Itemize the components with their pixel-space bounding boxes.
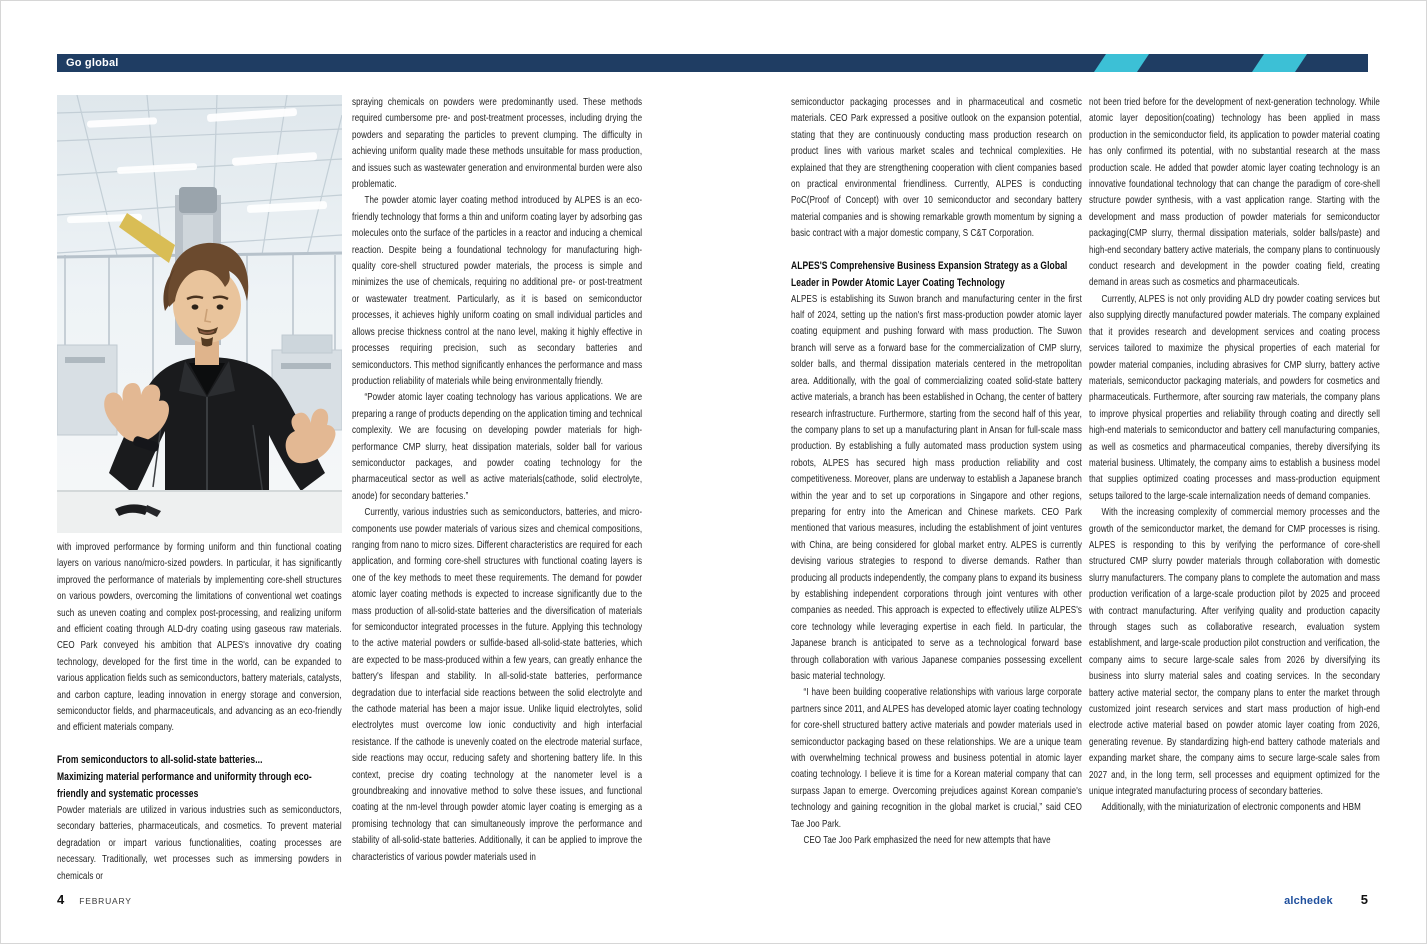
article-paragraph: spraying chemicals on powders were predominantly used. These methods required cumbersome pre- and post-treatment processes, including drying the powders and separating the particles to prevent clumping. The difficulty in achieving uniform quality made these methods unsuitable for mass production, and issues such as wastewater generation and environmental burden were also problematic. — [352, 97, 642, 191]
article-paragraph: with improved performance by forming uniform and thin functional coating layers on various nano/micro-sized powders. In particular, it has significantly improved the performance of materials by implementing core-shell structures on various powders, overcoming the limitations of conventional wet coatings such as uneven coating and complex post-processing, and realizing uniform and efficient coating through ALD-dry coating using gaseous raw materials. CEO Park conveyed his ambition that ALPES's innovative dry coating technology, developed for the first time in the world, can be expanded to various application fields such as semiconductors, battery materials, catalysts, and carbon capture, leading innovation in energy storage and conversion, semiconductor fields, and pharmaceuticals, and advancing as an eco-friendly and efficient materials company. — [57, 542, 342, 734]
article-paragraph: With the increasing complexity of commercial memory processes and the growth of the semiconductor market, the demand for CMP processes is rising. ALPES is responding to this by verifying the performance of core-shell structured CMP slurry powder materials through collaboration with domestic slurry manufacturers. The company plans to complete the automation and mass production verification of a large-scale production pilot by 2025 and proceed with contract manufacturing. After verifying quality and production capacity through stages such as collaborative research, evaluation system establishment, and large-scale production pilot construction and verification, the company aims to secure large-scale sales from 2026 by diversifying its business into slurry material sales and coating services. In the secondary battery active material sector, the company plans to enter the market through customized joint research services and start mass production of high-end electrode active material based on powder atomic layer coating from 2026, generating revenue. By standardizing high-end battery cathode materials and expanding market share, the company aims to secure large-scale sales from 2027 and, in the long term, sell processes and equipment optimized for the unique integrated manufacturing process of secondary batteries. — [1089, 507, 1380, 798]
article-paragraph: CEO Tae Joo Park emphasized the need for new attempts that have — [803, 835, 1051, 847]
article-paragraph: semiconductor packaging processes and in pharmaceutical and cosmetic materials. CEO Park expressed a positive outlook on the expansion potential, stating that they are continuously conducting mass production research on product lines with various market scales and technical complexities. He explained that they are strengthening cooperation with client companies based on practical environmental friendliness. Currently, ALPES is conducting PoC(Proof of Concept) with over 10 semiconductor and secondary battery material companies and is showing remarkable growth momentum by signing a basic contract with a major domestic company, S C&T Corporation. — [791, 97, 1082, 240]
page-number-right: 5 — [1360, 892, 1368, 907]
article-column-3 — [791, 95, 1082, 888]
ceo-photo-illustration — [57, 95, 342, 533]
issue-month-label: FEBRUARY — [79, 896, 132, 906]
section-header-bar — [57, 54, 1368, 72]
article-paragraph: “Powder atomic layer coating technology has various applications. We are preparing a range of products depending on the application timing and technical complexity. We are focusing on developing powder materials for high-performance CMP slurry, heat dissipation materials, solder ball for various semiconductor packages, and powder coating technology for the pharmaceutical sector as well as active materials(cathode, solid electrolyte, anode) for secondary batteries.” — [352, 392, 642, 502]
table-surface — [57, 491, 342, 533]
article-paragraph: Powder materials are utilized in various industries such as semiconductors, secondary batteries, pharmaceuticals, and cosmetics. To prevent material degradation or impart various functionalities, coating processes are necessary. Traditionally, wet processes such as immersing powders in chemicals or — [57, 804, 342, 882]
page-number-left: 4 — [57, 892, 65, 907]
article-column-4 — [1089, 95, 1380, 888]
article-paragraph: Currently, various industries such as semiconductors, batteries, and micro-components use powder materials of various sizes and chemical compositions, ranging from nano to micro sizes. Different characteristics are required for each application, and forming core-shell structures with functional coating layers is one of the key methods to meet these requirements. The demand for powder atomic layer coating methods is expected to increase significantly due to the mass production of all-solid-state batteries and the diversification of materials for semiconductor integrated processes in the future. Applying this technology to the active material powders or sulfide-based all-solid-state batteries, which are expected to be mass-produced within a few years, can greatly enhance the battery's lifespan and stability. In all-solid-state batteries, performance degradation due to interfacial side reactions between the solid electrolyte and the cathode material has been a major issue. Unlike liquid electrolytes, solid electrolytes must overcome low ionic conductivity and high interfacial resistance. If the cathode is unevenly coated on the electrode material surface, side reactions may occur, reducing safety and shortening battery life. In this context, precise dry coating technology at the nanometer level is a groundbreaking and innovative method to solve these issues, and functional coating at the nm-level through powder atomic layer coating is emerging as a promising technology that can simultaneously improve the performance and stability of all-solid-state batteries. Additionally, it can be applied to improve the characteristics of various powder materials used in — [352, 507, 642, 863]
ceo-photo — [57, 95, 342, 533]
article-paragraph: not been tried before for the development of next-generation technology. While atomic layer deposition(coating) technology has been applied in mass production in the semiconductor field, its application to powder material coating has only confirmed its potential, with no substantial research at the mass production scale. He added that powder atomic layer coating technology is an innovative foundational technology that can change the paradigm of core-shell structure powder synthesis, with a vast application range. Starting with the development and mass production of powder materials for semiconductor packaging(CMP slurry, thermal dissipation materials, solder balls/paste) and high-end secondary battery active materials, the company plans to continuously conduct research and development in the powder coating field, creating demand in areas such as cosmetics and pharmaceuticals. — [1089, 97, 1380, 289]
article-column-2 — [352, 95, 642, 888]
article-heading: From semiconductors to all-solid-state batteries... — [57, 753, 263, 766]
article-paragraph: ALPES is establishing its Suwon branch and manufacturing center in the first half of 2024, setting up the nation's first mass-production powder atomic layer coating equipment and pushing forward with mass production. The Suwon branch will serve as a forward base for the commercialization of CMP slurry, solder balls, and thermal dissipation materials centered in the metropolitan area. Additionally, with the goal of commercializing coated solid-state battery active materials, a branch has been established in Ochang, the center of battery research infrastructure. Furthermore, starting from the second half of this year, the company plans to set up a manufacturing plant in Ansan for full-scale mass production. By establishing a fully automated mass production system using robots, ALPES has secured high mass production reliability and cost competitiveness. Moreover, plans are underway to establish a Japanese branch within the year and to set up corporations in Singapore and other regions, preparing for entry into the American and Chinese markets. CEO Park mentioned that various measures, including the establishment of joint ventures with China, are being considered for global market entry. ALPES is currently devising various strategies to respond to diverse demands. Rather than producing all products independently, the company plans to expand its business by establishing independent corporations through joint ventures with other companies as needed. This approach is expected to effectively utilize ALPES's core technology while leveraging expertise in each field. In particular, the Japanese branch is anticipated to serve as a technological forward base through collaboration with various Japanese companies possessing excellent basic material technology. — [791, 293, 1082, 682]
article-paragraph: Additionally, with the miniaturization of electronic components and HBM — [1101, 802, 1361, 814]
magazine-brand: alchedek — [1284, 895, 1333, 907]
article-column-1 — [57, 540, 342, 888]
footer-right — [1284, 891, 1368, 911]
header-diagonal-decoration — [1038, 54, 1368, 72]
article-heading: Maximizing material performance and uniformity through eco-friendly and systematic processes — [57, 770, 312, 800]
article-paragraph: “I have been building cooperative relationships with various large corporate partners since 2011, and ALPES has developed atomic layer coating technology for core-shell structured battery active materials and powder materials used in semiconductor packaging based on these relationships. We are a unique team with overwhelming technical prowess and business potential in atomic layer coating technology. I believe it is time for a Korean material company that can surpass Japan to emerge. Overcoming prejudices against Korean companie's technology and gaining recognition in the global market is crucial,” said CEO Tae Joo Park. — [791, 687, 1082, 830]
article-heading: ALPES'S Comprehensive Business Expansion Strategy as a Global Leader in Powder Atomic Layer Coating Technology — [791, 259, 1068, 289]
footer-left — [57, 891, 132, 911]
section-label: Go global — [66, 57, 119, 69]
article-paragraph: Currently, ALPES is not only providing ALD dry powder coating services but also supplying directly manufactured powder materials. The company explained that it provides research and development services and coating process services tailored to maximize the physical properties of each material for powder material companies, including abrasives for CMP slurry, battery active materials, semiconductor packaging materials, and powders for cosmetics and pharmaceuticals. Furthermore, after sourcing raw materials, the company plans to improve physical properties and reliability through coating and directly sell high-end materials to semiconductor and battery cell manufacturing companies, as well as cosmetics and pharmaceutical companies, thereby diversifying its material business. Ultimately, the company aims to establish a business model that supplies optimized coating processes and mass-production equipment setups tailored to the large-scale internalization needs of demand companies. — [1089, 293, 1380, 502]
article-paragraph: The powder atomic layer coating method introduced by ALPES is an eco-friendly technology that forms a thin and uniform coating layer by adsorbing gas molecules onto the surface of the particles in a reactor and inducing a chemical reaction. Despite being a foundational technology for manufacturing high-quality core-shell structured powder materials, the process is simple and minimizes the use of chemicals, requiring no additional pre- or post-treatment or wastewater treatment. Particularly, as it is based on semiconductor processes, it achieves highly uniform coating on small individual particles and allows precise thickness control at the nano level, making it highly effective in processes requiring precision, such as secondary batteries and semiconductors. This method significantly enhances the performance and mass production reliability of materials while being environmentally friendly. — [352, 195, 642, 387]
